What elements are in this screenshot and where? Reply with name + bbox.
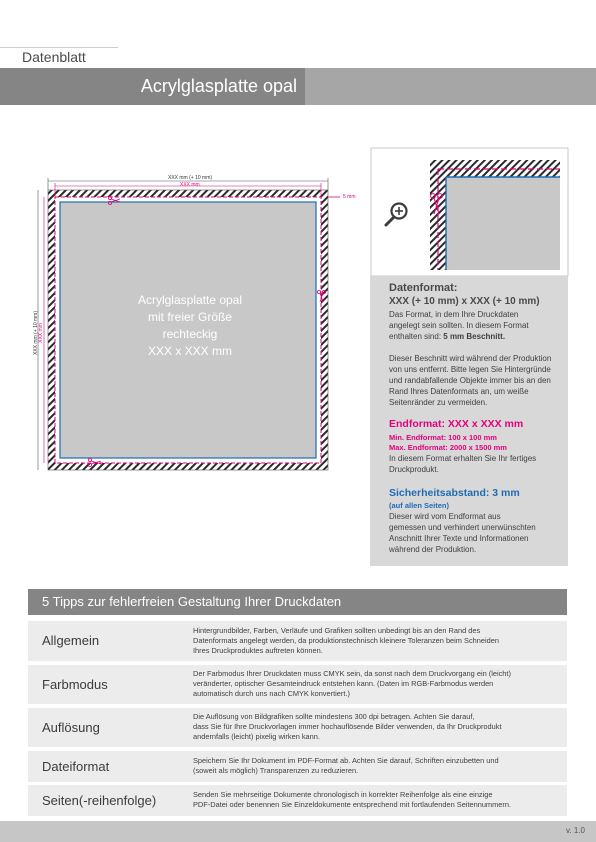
tip-row-dateiformat [28,751,567,782]
tip-line: andernfalls (leicht) pixelig wirken kann. [193,732,320,741]
version-label: v. 1.0 [566,826,585,835]
datenformat-line-prefix [389,331,505,342]
tip-line: Hintergrundbilder, Farben, Verläufe und Grafiken sollten unbedingt bis an den Rand des [193,626,481,635]
tip-text [193,669,563,699]
tip-line: veränderter, optischer Gesamteindruck entstehen kann. (Daten im RGB-Farbmodus werden [193,679,494,688]
info-panel [370,276,568,566]
tip-line: Der Farbmodus Ihrer Druckdaten muss CMYK sein, da sonst nach dem Druckvorgang ein (leicht) [193,669,511,678]
tip-line: Senden Sie mehrseitige Dokumente chronologisch in korrekter Reihenfolge als eine einzige [193,790,493,799]
datenformat-line: angelegt sein sollten. In diesem Format [389,321,529,330]
tip-label: Allgemein [42,633,100,648]
sicherheit-title: Sicherheitsabstand: 3 mm [389,487,520,499]
product-name: Acrylglasplatte opal [137,293,243,307]
sicherheit-sub: (auf allen Seiten) [389,501,450,510]
dim-inner-left-label: XXX mm [37,323,44,343]
beschnitt-line: und randabfallende Objekte immer bis an den [389,376,551,385]
tip-line: dass Sie für Ihre Druckvorlagen immer hochauflösende Bilder verwenden, da Ihr Druckprodukt [193,722,502,731]
tip-row-farbmodus [28,665,567,704]
tip-line: PDF-Datei oder benennen Sie Einzeldokumente entsprechend mit fortlaufenden Seitennummern. [193,800,511,809]
endformat-min: Min. Endformat: 100 x 100 mm [389,433,497,442]
datenformat-line: Das Format, in dem Ihre Druckdaten [389,310,519,319]
datenformat-title: Datenformat: [389,282,458,294]
tip-line: automatisch durch uns nach CMYK konvertiert.) [193,689,350,698]
tip-label: Farbmodus [42,677,108,692]
tips-title: 5 Tipps zur fehlerfreien Gestaltung Ihrer Druckdaten [42,594,342,609]
tip-text [193,756,563,776]
endformat-line: Druckprodukt. [389,465,439,474]
endformat-title: Endformat: XXX x XXX mm [389,418,524,430]
sicherheit-line: gemessen und verhindert unerwünschten [389,523,536,532]
product-caption [100,292,280,360]
product-shape: rechteckig [162,327,218,341]
tip-text [193,626,563,656]
footer-band [0,821,596,842]
dim-outer-top-label: XXX mm (+ 10 mm) [168,175,213,181]
beschnitt-line: von uns entfernt. Bitte legen Sie Hintergründe [389,365,551,374]
dim-inner-top-label: XXX mm [180,182,200,188]
beschnitt-line: Seitenränder zu vermeiden. [389,398,488,407]
tip-label: Dateiformat [42,759,110,774]
detail-zoom-graphic [371,148,568,276]
endformat-line: In diesem Format erhalten Sie Ihr fertiges [389,454,537,463]
endformat-max: Max. Endformat: 2000 x 1500 mm [389,443,507,452]
tip-line: Ihres Druckproduktes auftreten können. [193,646,323,655]
sicherheit-line: während der Produktion. [389,545,477,554]
tip-text [193,790,563,810]
product-dimensions: XXX x XXX mm [147,344,233,358]
tip-line: Die Auflösung von Bildgrafiken sollte mindestens 300 dpi betragen. Achten Sie darauf, [193,712,475,721]
beschnitt-line: Dieser Beschnitt wird während der Produktion [389,354,552,363]
tip-row-allgemein [28,621,567,661]
beschnitt-line: Rand Ihres Datenformats an, um weiße [389,387,529,396]
tip-label: Seiten(-reihenfolge) [42,793,157,808]
tip-label: Auflösung [42,720,100,735]
datenformat-bold: 5 mm Beschnitt. [443,332,506,341]
tip-text [193,712,563,742]
page-title: Acrylglasplatte opal [140,76,297,96]
tip-line: Datenformats angelegt werden, da produktionstechnisch kleinere Toleranzen beim Schneiden [193,636,499,645]
tip-row-aufloesung [28,708,567,747]
sicherheit-line: Anschnitt Ihrer Texte und Informationen [389,534,529,543]
bleed-label: 5 mm [343,194,356,200]
datenformat-line: enthalten sind: [389,332,444,341]
tip-row-seiten [28,785,567,816]
datenformat-size: XXX (+ 10 mm) x XXX (+ 10 mm) [389,296,540,307]
sicherheit-line: Dieser wird vom Endformat aus [389,512,501,521]
datasheet-tab-label: Datenblatt [22,49,86,65]
tip-line: (soweit als möglich) Transparenzen zu reduzieren. [193,766,359,775]
dim-outer-left-label: XXX mm (+ 10 mm) [33,310,40,356]
product-size-type: mit freier Größe [147,310,232,324]
tip-line: Speichern Sie Ihr Dokument im PDF-Format ab. Achten Sie darauf, Schriften einzubetten und [193,756,499,765]
